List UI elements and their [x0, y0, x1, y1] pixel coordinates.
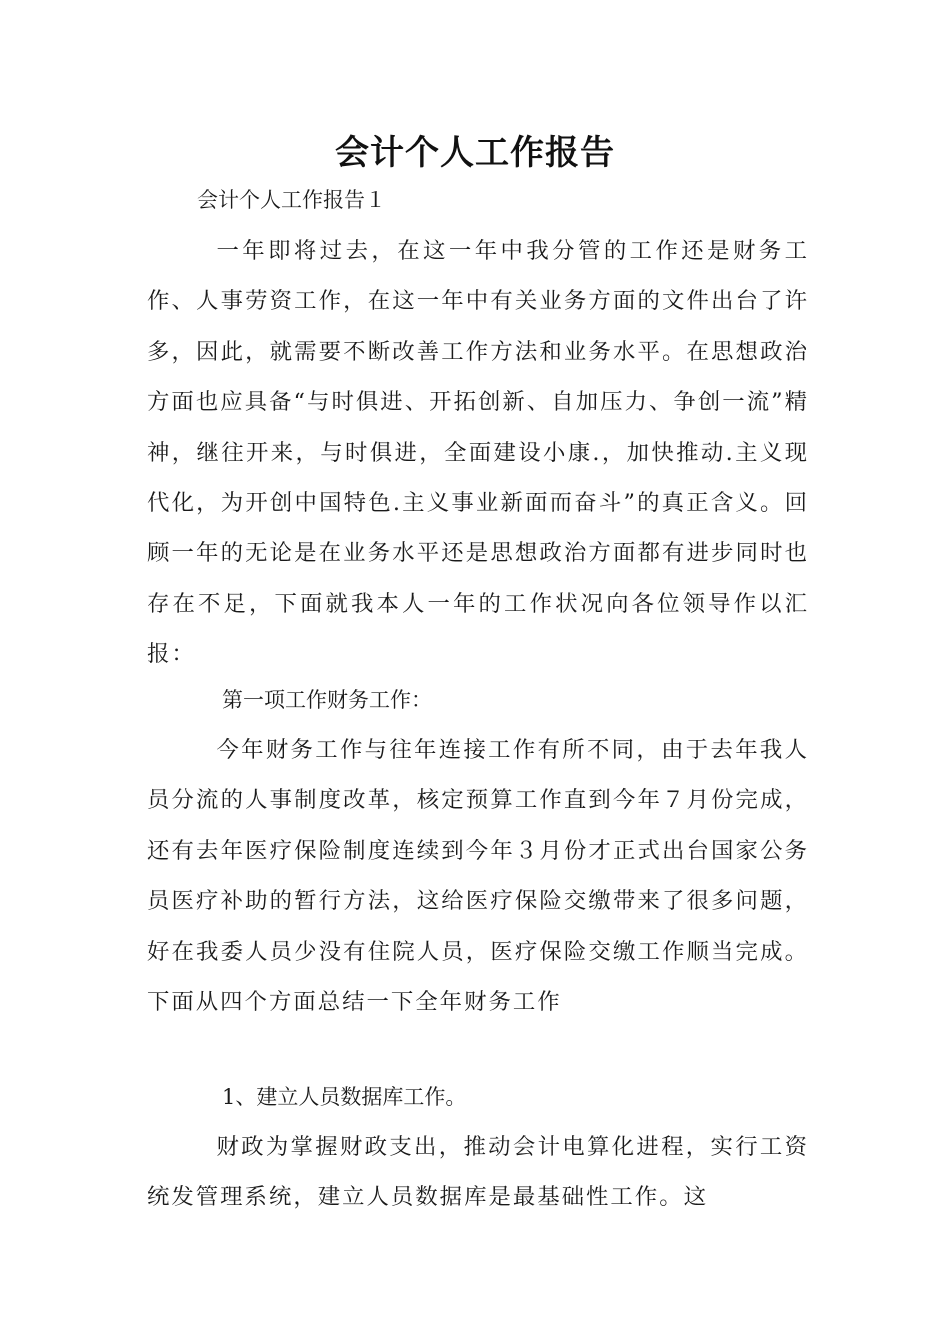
document-subtitle: 会计个人工作报告１ — [197, 188, 386, 212]
section-heading: 第一项工作财务工作： — [222, 688, 432, 712]
body-paragraph: 财政为掌握财政支出，推动会计电算化进程，实行工资统发管理系统，建立人员数据库是最基础性工作。这 — [147, 1134, 809, 1211]
subsection-heading: 1、建立人员数据库工作。 — [222, 1085, 467, 1109]
page-title: 会计个人工作报告 — [335, 133, 615, 173]
body-paragraph: 一年即将过去，在这一年中我分管的工作还是财务工作、人事劳资工作，在这一年中有关业务方面的文件出台了许多，因此，就需要不断改善工作方法和业务水平。在思想政治方面也应具备“与时俱进、开拓创新、自加压力、争创一流”精神，继往开来，与时俱进，全面建设小康.，加快推动.主义现代化，为开创中国特色.主义事业新面而奋斗”的真正含义。回顾一年的无论是在业务水平还是思想政治方面都有进步同时也存在不足，下面就我本人一年的工作状况向各位领导作以汇报： — [147, 238, 809, 668]
body-paragraph: 今年财务工作与往年连接工作有所不同，由于去年我人员分流的人事制度改革，核定预算工作直到今年７月份完成，还有去年医疗保险制度连续到今年３月份才正式出台国家公务员医疗补助的暂行方法，这给医疗保险交缴带来了很多问题，好在我委人员少没有住院人员，医疗保险交缴工作顺当完成。下面从四个方面总结一下全年财务工作 — [147, 737, 809, 1016]
